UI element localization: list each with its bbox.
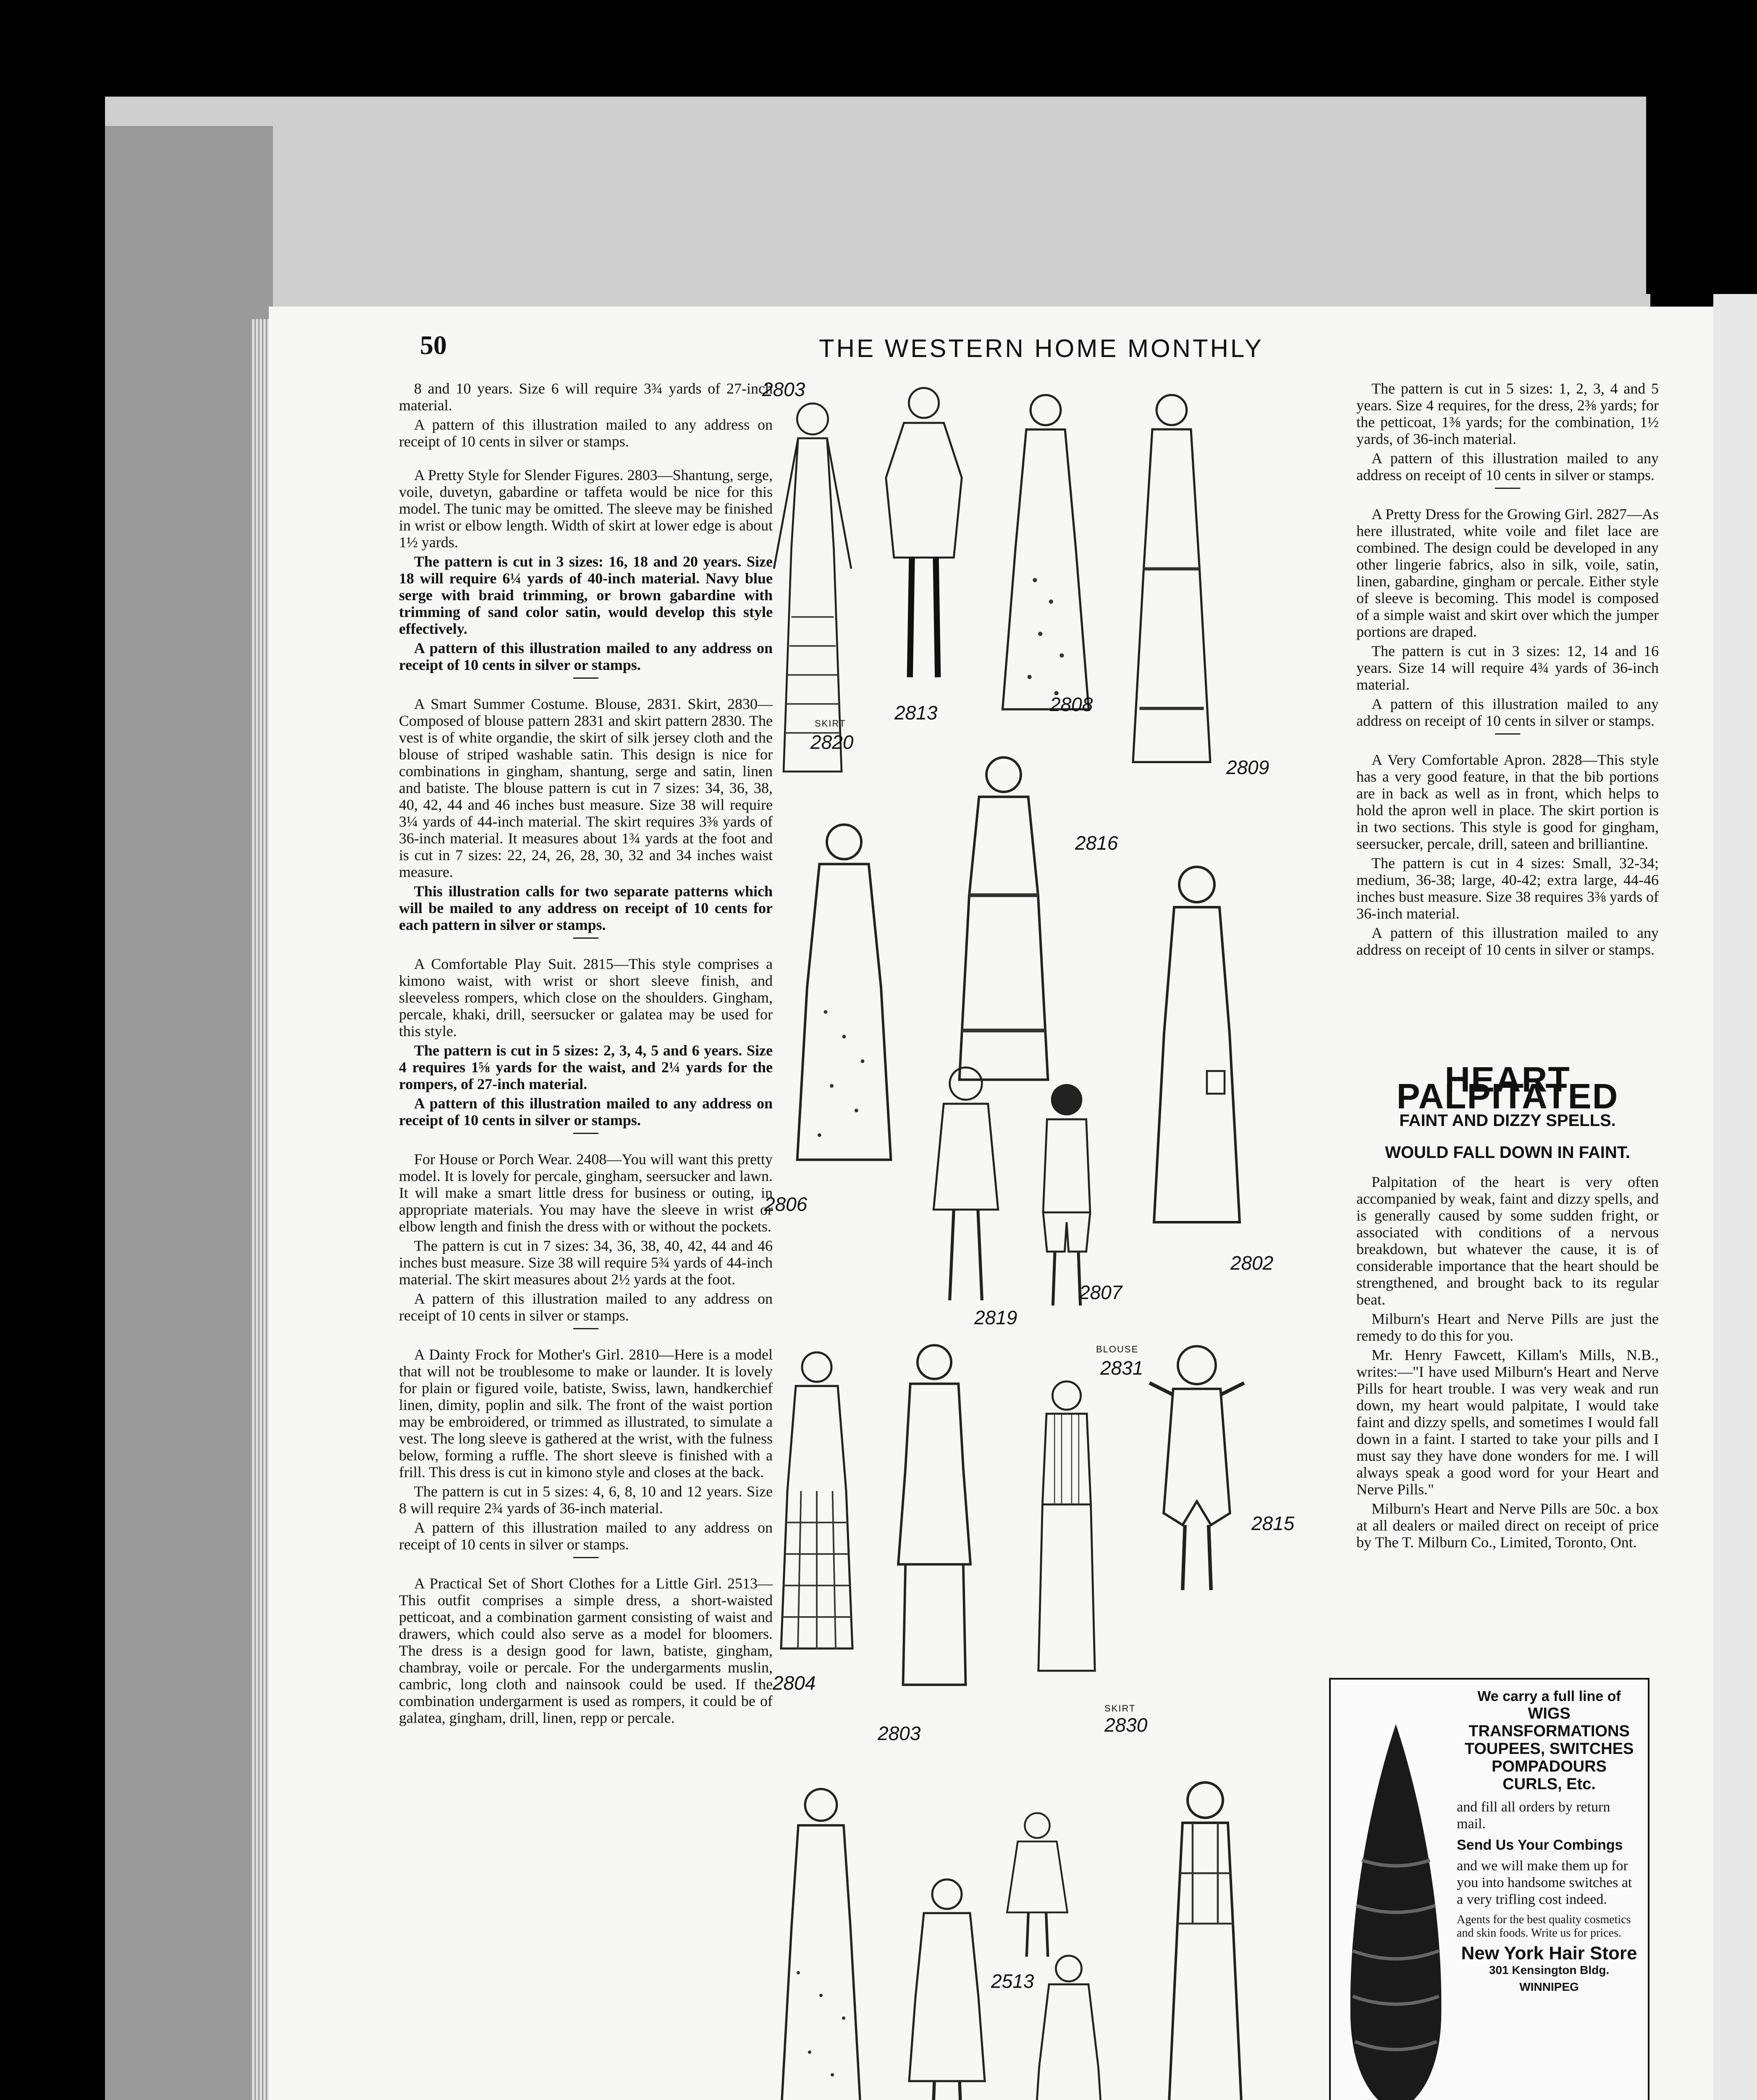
article-paragraph: A pattern of this illustration mailed to any address on receipt of 10 cents in silver or stamps.: [399, 416, 773, 450]
article-paragraph: A pattern of this illustration mailed to any address on receipt of 10 cents in silver or stamps.: [399, 1290, 773, 1324]
pattern-number: 2816: [1075, 832, 1118, 854]
article-paragraph: 8 and 10 years. Size 6 will require 3¾ yards of 27-inch material.: [399, 380, 773, 414]
article-paragraph: A Pretty Dress for the Growing Girl. 2827—As here illustrated, white voile and filet lace are combined. The design could be developed in any other lingerie fabrics, also in silk, voile, satin, linen, gabardine, gingham or percale. Either style of sleeve is becoming. This model is composed of a simple waist and skirt over which the jumper portions are draped.: [1356, 506, 1659, 640]
fashion-illustrations: [756, 370, 1344, 2100]
pattern-number: 2830: [1104, 1714, 1148, 1736]
pattern-label: SKIRT: [1104, 1703, 1136, 1714]
pattern-number: 2803: [878, 1722, 921, 1744]
article-paragraph: A pattern of this illustration mailed to any address on receipt of 10 cents in silver or stamps.: [1356, 924, 1659, 958]
figure-2828-apron: [1142, 1772, 1268, 2100]
pattern-number: 2807: [1079, 1281, 1122, 1303]
pattern-number: 2513: [991, 1970, 1034, 1992]
article-paragraph: A Very Comfortable Apron. 2828—This style has a very good feature, in that the bib portions are in back as well as in front, which helps to hold the apron well in place. The skirt portion is in two sections. This style is good for gingham, seersucker, percale, drill, sateen and brilliantine.: [1356, 751, 1659, 852]
ad-text: and fill all orders by return mail.: [1457, 1799, 1610, 1832]
heart-pills-advertisement: [1356, 1060, 1659, 1553]
pattern-number: 2808: [1050, 693, 1093, 715]
pattern-number: 2819: [974, 1307, 1017, 1328]
figure-2815-play-suit: [1134, 1336, 1260, 1596]
figure-2513-child: [991, 1806, 1083, 1966]
article-paragraph: A pattern of this illustration mailed to any address on receipt of 10 cents in silver or stamps.: [399, 1519, 773, 1553]
ad-item: TRANSFORMATIONS: [1469, 1722, 1630, 1740]
left-text-column: [399, 380, 773, 1729]
ad-paragraph: Mr. Henry Fawcett, Killam's Mills, N.B., writes:—"I have used Milburn's Heart and Nerve Pills for heart trouble. I was very weak and run down, my heart would palpitate, I would take faint and dizzy spells, and sometimes I would fall down in a faint. I started to take your pills and I must say they have done wonders for me. I will always speak a good word for your Heart and Nerve Pills.": [1356, 1347, 1659, 1498]
divider: [573, 1328, 598, 1329]
ad-headline: HEART PALPITATED: [1396, 1060, 1619, 1116]
article-paragraph: The pattern is cut in 5 sizes: 2, 3, 4, 5 and 6 years. Size 4 requires 1⅝ yards for the waist, and 2¼ yards for the rompers, of 27-inch material.: [399, 1042, 773, 1092]
store-city: WINNIPEG: [1519, 1980, 1579, 1993]
figure-2809-dress: [1117, 386, 1226, 773]
figure-2803-tunic-dress: [873, 1336, 995, 1697]
article-paragraph: A Practical Set of Short Clothes for a Little Girl. 2513—This outfit comprises a simple dress, a short-waisted petticoat, and a combination garment consisting of waist and drawers, which could also serve as a model for bloomers. The dress is a design good for lawn, batiste, gingham, chambray, voile or percale. For the undergarments muslin, cambric, long cloth and nainsook could be used. If the combination undergarment is used as rompers, it could be of galatea, gingham, drill, linen, repp or percale.: [399, 1575, 773, 1726]
article-paragraph: The pattern is cut in 3 sizes: 16, 18 and 20 years. Size 18 will require 6¼ yards of 40-inch material. Navy blue serge with braid trimming, or brown gabardine with trimming of sand color satin, would develop this style effectively.: [399, 553, 773, 637]
article-paragraph: A Pretty Style for Slender Figures. 2803—Shantung, serge, voile, duvetyn, gabardine or taffeta would be nice for this model. The tunic may be omitted. The sleeve may be finished in wrist or elbow length. Width of skirt at lower edge is about 1½ yards.: [399, 467, 773, 551]
scan-border-left: [0, 0, 105, 2100]
article-paragraph: A pattern of this illustration mailed to any address on receipt of 10 cents in silver or stamps.: [399, 1095, 773, 1129]
pattern-number: 2831: [1100, 1357, 1143, 1379]
figure-2813-girl: [873, 378, 974, 697]
pattern-number: 2820: [810, 731, 854, 753]
divider: [573, 937, 598, 939]
pattern-number: 2813: [894, 702, 938, 724]
article-paragraph: A pattern of this illustration mailed to any address on receipt of 10 cents in silver or stamps.: [1356, 450, 1659, 483]
scan-border-right-top: [1646, 97, 1722, 294]
hair-store-advertisement: [1329, 1678, 1649, 2100]
article-paragraph: A pattern of this illustration mailed to any address on receipt of 10 cents in silver or stamps.: [399, 640, 773, 673]
figure-2803-dress: [764, 395, 861, 781]
ad-subhead: FAINT AND DIZZY SPELLS.: [1399, 1111, 1616, 1130]
article-paragraph: A Comfortable Play Suit. 2815—This style comprises a kimono waist, with wrist or short sleeve finish, and sleeveless rompers, which close on the shoulders. Gingham, percale, khaki, drill, seersucker or galatea may be used for this style.: [399, 956, 773, 1040]
figure-2802-apron-dress: [1134, 857, 1260, 1235]
pattern-label: BLOUSE: [1096, 1344, 1139, 1354]
article-paragraph: For House or Porch Wear. 2408—You will want this pretty model. It is lovely for percale, gingham, seersucker and lawn. It will make a smart little dress for business or outing, in appropriate materials. You may have the sleeve in wrist or elbow length and finish the dress with or without the pockets.: [399, 1151, 773, 1235]
hair-switch-image: [1339, 1722, 1453, 2100]
pattern-number: 2803: [762, 378, 805, 400]
divider: [1495, 488, 1520, 489]
figure-2816-dress: [941, 748, 1067, 1092]
store-name: New York Hair Store: [1461, 1943, 1637, 1964]
article-paragraph: A pattern of this illustration mailed to any address on receipt of 10 cents in silver or stamps.: [1356, 696, 1659, 729]
divider: [573, 1133, 598, 1134]
ad-paragraph: Milburn's Heart and Nerve Pills are just the remedy to do this for you.: [1356, 1310, 1659, 1344]
ad-item: POMPADOURS: [1492, 1758, 1607, 1775]
article-paragraph: The pattern is cut in 5 sizes: 1, 2, 3, 4 and 5 years. Size 4 requires, for the dress, 2⅜ yards; for the petticoat, 1⅜ yards; for the combination, 1½ yards, of 36-inch material.: [1356, 380, 1659, 447]
figure-2408-house-dress: [764, 1772, 878, 2100]
masthead-title: THE WESTERN HOME MONTHLY: [819, 334, 1264, 362]
ad-paragraph: Palpitation of the heart is very often accompanied by weak, faint and dizzy spells, and is generally caused by some sudden fright, or associated with conditions of a nervous breakdown, but whatever the cause, it is of considerable importance that the heart should be strengthened, and brought back to its regular beat.: [1356, 1173, 1659, 1308]
article-paragraph: The pattern is cut in 7 sizes: 34, 36, 38, 40, 42, 44 and 46 inches bust measure. Size 38 will require 5¾ yards of 44-inch material. The skirt measures about 2½ yards at the foot.: [399, 1237, 773, 1288]
ad-item: CURLS, Etc.: [1503, 1775, 1596, 1793]
pattern-number: 2806: [764, 1193, 808, 1215]
pattern-label: SKIRT: [815, 718, 846, 729]
article-paragraph: The pattern is cut in 4 sizes: Small, 32-34; medium, 36-38; large, 40-42; extra large, 44-46 inches bust measure. Size 38 requires 3⅜ yards of 36-inch material.: [1356, 855, 1659, 922]
ad-paragraph: Milburn's Heart and Nerve Pills are 50c. a box at all dealers or mailed direct on receipt of price by The T. Milburn Co., Limited, Toronto, Ont.: [1356, 1500, 1659, 1551]
ad-subhead: WOULD FALL DOWN IN FAINT.: [1385, 1143, 1630, 1162]
figure-2807-boy: [1016, 1075, 1117, 1310]
figure-2806-dress: [781, 815, 907, 1184]
ad-lead: We carry a full line of: [1477, 1688, 1621, 1704]
figure-2810-girl-dress: [894, 1865, 999, 2100]
figure-2819-child: [915, 1058, 1016, 1310]
facing-page-edge: [1713, 294, 1757, 2100]
right-text-column: [1356, 380, 1659, 961]
divider: [573, 677, 598, 679]
ad-item: WIGS: [1528, 1705, 1571, 1722]
ad-call-to-action: Send Us Your Combings: [1457, 1837, 1623, 1853]
ad-text: and we will make them up for you into handsome switches at a very trifling cost indeed.: [1457, 1858, 1632, 1907]
article-paragraph: The pattern is cut in 3 sizes: 12, 14 and 16 years. Size 14 will require 4¾ yards of 36-inch material.: [1356, 643, 1659, 693]
figure-2808-dress: [991, 386, 1100, 731]
scan-border-top: [0, 0, 1757, 97]
pattern-number: 2809: [1226, 756, 1269, 778]
pattern-number: 2815: [1251, 1512, 1295, 1534]
book-spine-shadow: [105, 126, 273, 2100]
ad-text: Agents for the best quality cosmetics and skin foods. Write us for prices.: [1457, 1913, 1631, 1940]
divider: [1495, 733, 1520, 735]
article-paragraph: This illustration calls for two separate patterns which will be mailed to any address on receipt of 10 cents for each pattern in silver or stamps.: [399, 883, 773, 933]
pattern-number: 2804: [773, 1672, 816, 1694]
figure-2804-plaid-dress: [764, 1336, 869, 1667]
article-paragraph: The pattern is cut in 5 sizes: 4, 6, 8, 10 and 12 years. Size 8 will require 2¾ yards of 36-inch material.: [399, 1483, 773, 1517]
figure-2831-2830-costume: [1016, 1352, 1117, 1697]
store-address: 301 Kensington Bldg.: [1489, 1964, 1610, 1977]
article-paragraph: A Smart Summer Costume. Blouse, 2831. Skirt, 2830—Composed of blouse pattern 2831 and skirt pattern 2830. The vest is of white organdie, the skirt of silk jersey cloth and the blouse of striped washable satin. This design is nice for combinations in gingham, shantung, serge and satin, linen and batiste. The blouse pattern is cut in 7 sizes: 34, 36, 38, 40, 42, 44 and 46 inches bust measure. Size 38 will require 3¼ yards of 44-inch material. The skirt requires 3⅜ yards of 36-inch material. It measures about 1¾ yards at the foot and is cut in 7 sizes: 22, 24, 26, 28, 30, 32 and 34 inches waist measure.: [399, 696, 773, 880]
ad-item: TOUPEES, SWITCHES: [1464, 1740, 1634, 1758]
page-number: 50: [420, 330, 447, 360]
pattern-number: 2802: [1230, 1252, 1274, 1274]
article-paragraph: A Dainty Frock for Mother's Girl. 2810—Here is a model that will not be troublesome to make or launder. It is lovely for plain or figured voile, batiste, Swiss, lawn, handkerchief linen, dimity, poplin and silk. The front of the waist portion may be embroidered, or trimmed as illustrated, to simulate a vest. The long sleeve is gathered at the wrist, with the fulness below, forming a ruffle. The short sleeve is finished with a frill. This dress is cut in kimono style and closes at the back.: [399, 1346, 773, 1480]
divider: [573, 1557, 598, 1558]
